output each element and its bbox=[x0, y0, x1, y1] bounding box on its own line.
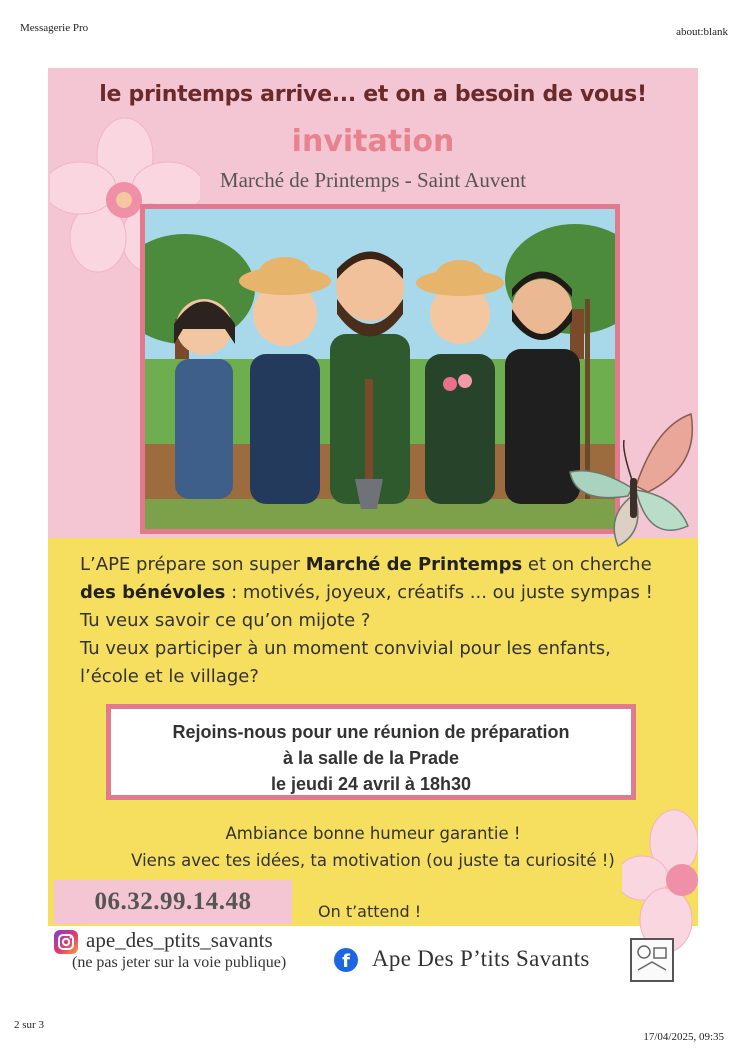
facebook-icon: f bbox=[334, 948, 358, 972]
flyer bbox=[48, 68, 698, 986]
instagram-handle: ape_des_ptits_savants bbox=[86, 928, 273, 952]
butterfly-icon bbox=[566, 406, 700, 554]
intro-text bbox=[80, 551, 680, 691]
intro-line1b: Marché de Printemps bbox=[305, 554, 523, 575]
intro-line3: Tu veux savoir ce qu’on mijote ? bbox=[80, 610, 371, 631]
browser-url: about:blank bbox=[676, 26, 728, 38]
meeting-line2: à la salle de la Prade bbox=[282, 748, 460, 768]
disposal-notice: (ne pas jeter sur la voie publique) bbox=[72, 954, 287, 971]
see-you-text: On t’attend ! bbox=[318, 902, 422, 921]
meeting-box bbox=[106, 704, 636, 800]
closing-line1: Ambiance bonne humeur garantie ! bbox=[225, 824, 521, 843]
intro-line1a: L’APE prépare son super bbox=[80, 554, 306, 575]
school-logo bbox=[630, 938, 674, 982]
instagram-icon bbox=[54, 930, 78, 954]
print-timestamp: 17/04/2025, 09:35 bbox=[643, 1031, 724, 1043]
meeting-line1: Rejoins-nous pour une réunion de préparation bbox=[172, 722, 570, 742]
intro-line5: l’école et le village? bbox=[80, 666, 259, 687]
intro-line4: Tu veux participer à un moment convivial pour les enfants, bbox=[80, 638, 611, 659]
headline: le printemps arrive... et on a besoin de vous! bbox=[99, 82, 647, 107]
meeting-line3: le jeudi 24 avril à 18h30 bbox=[270, 774, 472, 794]
intro-line2a: des bénévoles bbox=[80, 582, 226, 603]
intro-line1c: et on cherche bbox=[522, 554, 652, 575]
invitation-title: invitation bbox=[291, 124, 455, 159]
page-counter: 2 sur 3 bbox=[14, 1019, 44, 1031]
closing-line2: Viens avec tes idées, ta motivation (ou juste ta curiosité !) bbox=[131, 851, 615, 870]
gardeners-illustration bbox=[140, 204, 620, 534]
closing-text bbox=[48, 820, 698, 874]
browser-title: Messagerie Pro bbox=[20, 22, 89, 34]
phone-number: 06.32.99.14.48 bbox=[54, 880, 292, 924]
event-subtitle: Marché de Printemps - Saint Auvent bbox=[219, 168, 527, 192]
facebook-page: Ape Des P’tits Savants bbox=[372, 946, 590, 971]
intro-line2b: : motivés, joyeux, créatifs ... ou juste sympas ! bbox=[225, 582, 653, 603]
